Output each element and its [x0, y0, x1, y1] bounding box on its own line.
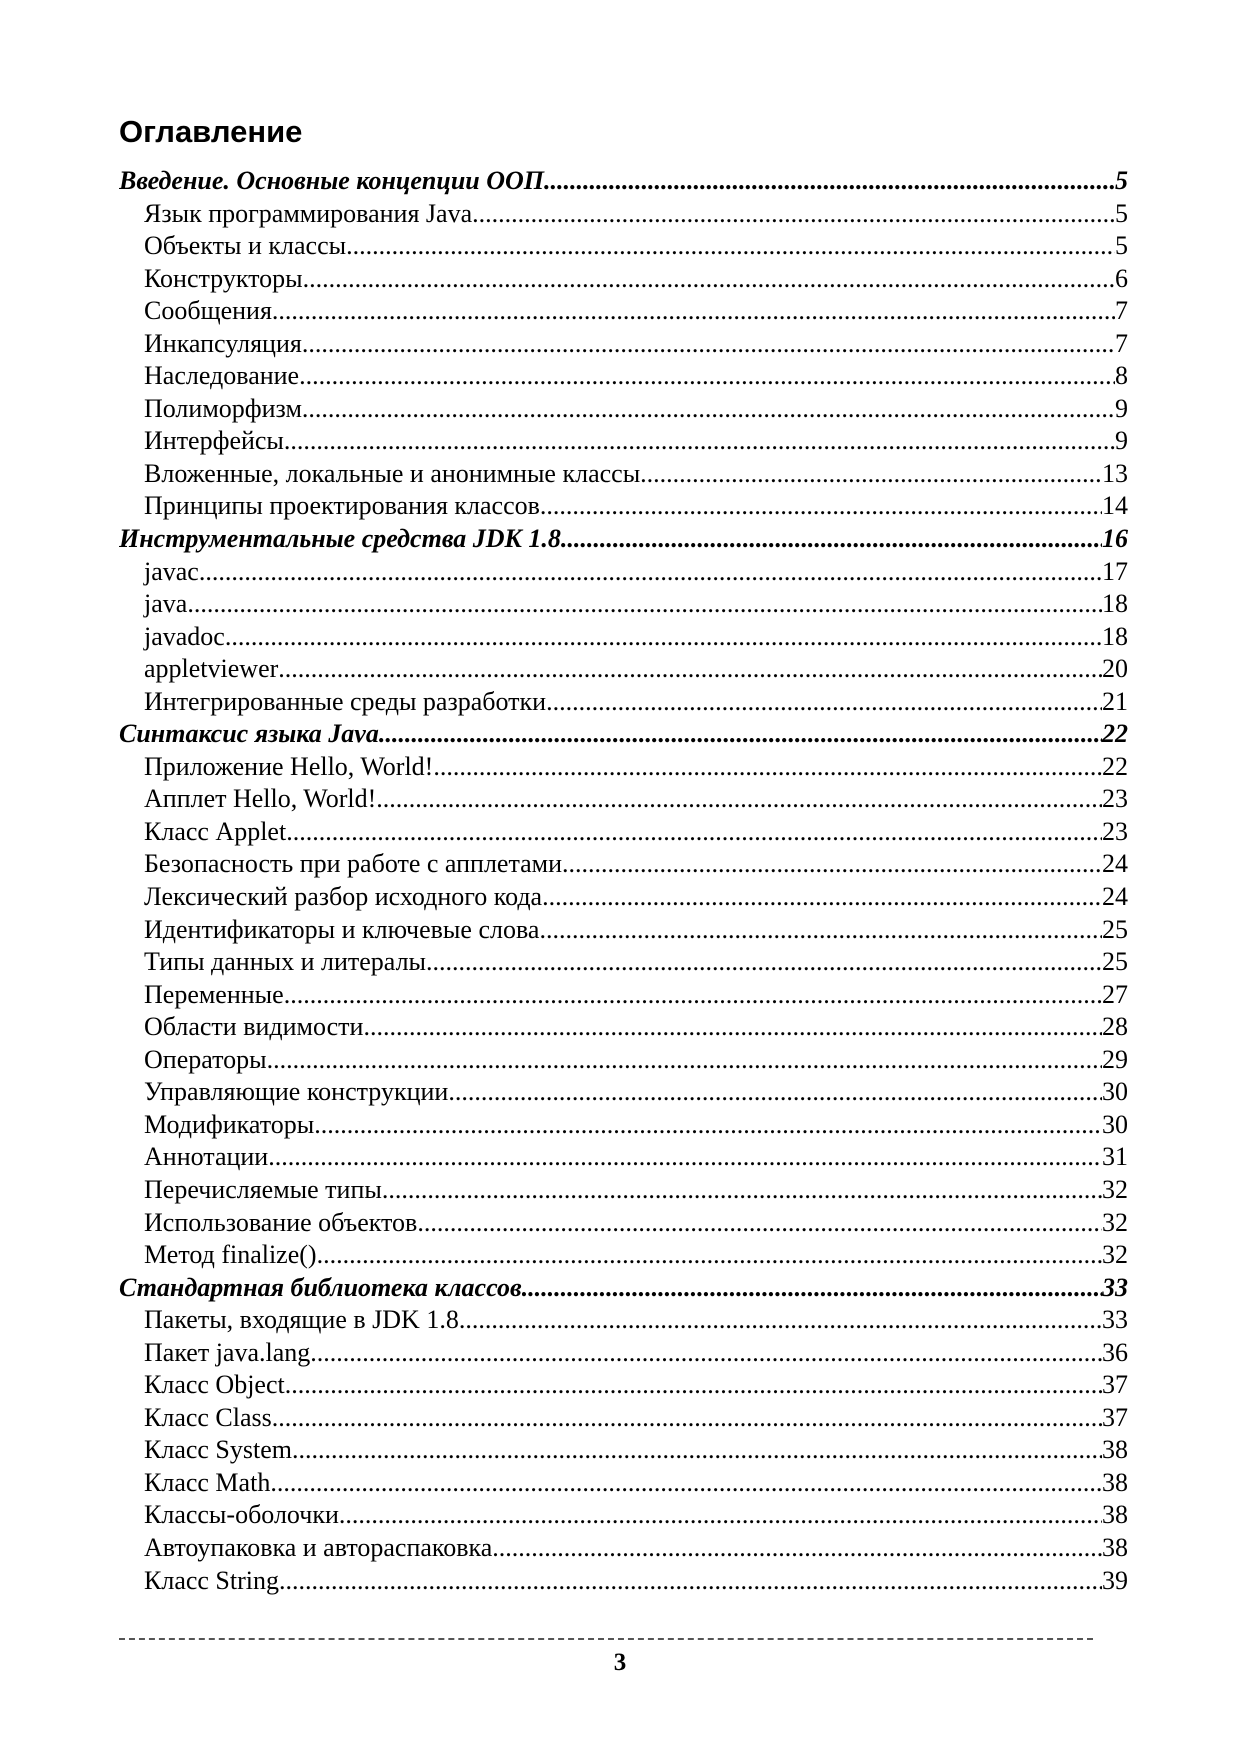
dot-leader: [284, 979, 1102, 1012]
toc-entry-title: Идентификаторы и ключевые слова: [144, 914, 540, 944]
toc-section-entry[interactable]: [119, 198, 1128, 231]
toc-entry-title: Операторы: [144, 1044, 267, 1074]
toc-entry-title: Инструментальные средства JDK 1.8: [119, 524, 561, 554]
toc-section-entry[interactable]: [119, 848, 1128, 881]
toc-entry-page: 33: [1102, 1272, 1128, 1302]
dot-leader: [376, 783, 1102, 816]
toc-entry-title: Аннотации: [144, 1142, 269, 1172]
toc-entry-page: 32: [1102, 1174, 1128, 1204]
toc-section-entry[interactable]: [119, 751, 1128, 784]
dot-leader: [472, 198, 1115, 231]
toc-entry-page: 20: [1102, 654, 1128, 684]
toc-section-entry[interactable]: [119, 1076, 1128, 1109]
toc-entry-title: Приложение Hello, World!: [144, 751, 434, 781]
dot-leader: [544, 165, 1115, 198]
toc-entry-title: Безопасность при работе с апплетами: [144, 849, 563, 879]
toc-section-entry[interactable]: [119, 360, 1128, 393]
toc-section-entry[interactable]: [119, 914, 1128, 947]
toc-entry-title: Синтаксис языка Java: [119, 719, 379, 749]
dot-leader: [225, 621, 1102, 654]
dot-leader: [540, 490, 1102, 523]
toc-entry-title: Класс Math: [144, 1467, 271, 1497]
toc-entry-page: 14: [1102, 491, 1128, 521]
toc-entry-page: 17: [1102, 556, 1128, 586]
toc-section-entry[interactable]: [119, 1207, 1128, 1240]
dot-leader: [292, 1434, 1102, 1467]
toc-entry-page: 23: [1102, 784, 1128, 814]
toc-section-entry[interactable]: [119, 1174, 1128, 1207]
toc-entry-page: 36: [1102, 1337, 1128, 1367]
toc-section-entry[interactable]: [119, 1434, 1128, 1467]
toc-entry-page: 5: [1115, 166, 1128, 195]
dot-leader: [302, 328, 1115, 361]
page-number: 3: [613, 1649, 627, 1676]
toc-section-entry[interactable]: [119, 979, 1128, 1012]
toc-entry-title: java: [144, 589, 188, 619]
toc-section-entry[interactable]: [119, 1402, 1128, 1435]
toc-entry-page: 18: [1102, 589, 1128, 619]
toc-entry-page: 5: [1115, 198, 1128, 228]
toc-entry-page: 24: [1102, 849, 1128, 879]
toc-entry-title: Вложенные, локальные и анонимные классы: [144, 458, 641, 488]
toc-entry-title: Лексический разбор исходного кода: [144, 882, 543, 912]
toc-section-entry[interactable]: [119, 1565, 1128, 1598]
toc-entry-page: 22: [1102, 719, 1128, 749]
toc-entry-title: Использование объектов: [144, 1207, 418, 1237]
toc-entry-page: 32: [1102, 1240, 1128, 1270]
toc-entry-title: javac: [144, 556, 199, 586]
toc-entry-page: 29: [1102, 1044, 1128, 1074]
dot-leader: [417, 1207, 1102, 1240]
toc-entry-page: 33: [1102, 1305, 1128, 1335]
dot-leader: [267, 1044, 1102, 1077]
dot-leader: [363, 1011, 1102, 1044]
toc-entry-page: 18: [1102, 621, 1128, 651]
toc-section-entry[interactable]: [119, 263, 1128, 296]
toc-section-entry[interactable]: [119, 1337, 1128, 1370]
toc-entry-page: 38: [1102, 1435, 1128, 1465]
dot-leader: [270, 1467, 1102, 1500]
toc-entry-title: Переменные: [144, 979, 284, 1009]
toc-section-entry[interactable]: [119, 588, 1128, 621]
toc-section-entry[interactable]: [119, 1109, 1128, 1142]
toc-entry-page: 9: [1115, 426, 1128, 456]
toc-entry-page: 38: [1102, 1467, 1128, 1497]
dot-leader: [317, 1239, 1102, 1272]
dot-leader: [286, 816, 1102, 849]
toc-entry-title: Полиморфизм: [144, 393, 302, 423]
toc-entry-page: 30: [1102, 1109, 1128, 1139]
toc-entry-page: 31: [1102, 1142, 1128, 1172]
dot-leader: [379, 718, 1102, 751]
toc-section-entry[interactable]: [119, 946, 1128, 979]
toc-section-entry[interactable]: [119, 458, 1128, 491]
toc-section-entry[interactable]: [119, 881, 1128, 914]
dot-leader: [279, 1565, 1102, 1598]
dot-leader: [278, 653, 1102, 686]
toc-entry-title: Класс Applet: [144, 816, 287, 846]
dot-leader: [187, 588, 1102, 621]
toc-section-entry[interactable]: [119, 295, 1128, 328]
toc-section-entry[interactable]: [119, 1467, 1128, 1500]
toc-entry-page: 9: [1115, 393, 1128, 423]
toc-entry-page: 28: [1102, 1012, 1128, 1042]
toc-section-entry[interactable]: [119, 783, 1128, 816]
toc-entry-title: Апплет Hello, World!: [144, 784, 377, 814]
toc-entry-page: 24: [1102, 882, 1128, 912]
dot-leader: [382, 1174, 1102, 1207]
toc-entry-title: Стандартная библиотека классов: [119, 1272, 522, 1302]
toc-entry-page: 8: [1115, 361, 1128, 391]
page-title: Оглавление: [119, 114, 303, 149]
toc-entry-page: 25: [1102, 914, 1128, 944]
toc-entry-title: Классы-оболочки: [144, 1500, 339, 1530]
dot-leader: [303, 263, 1115, 296]
toc-entry-page: 25: [1102, 947, 1128, 977]
toc-section-entry[interactable]: [119, 1044, 1128, 1077]
toc-entry-title: Метод finalize(): [144, 1240, 317, 1270]
toc-chapter-entry[interactable]: [119, 718, 1128, 751]
toc-section-entry[interactable]: [119, 1141, 1128, 1174]
dot-leader: [562, 848, 1102, 881]
toc-entry-title: Язык программирования Java: [144, 198, 473, 228]
toc-section-entry[interactable]: [119, 1499, 1128, 1532]
dot-leader: [299, 360, 1115, 393]
dot-leader: [542, 881, 1102, 914]
toc-entry-title: Объекты и классы: [144, 231, 347, 261]
toc-section-entry[interactable]: [119, 393, 1128, 426]
toc-section-entry[interactable]: [119, 556, 1128, 589]
toc-entry-title: Наследование: [144, 361, 300, 391]
toc-entry-page: 7: [1115, 296, 1128, 326]
toc-entry-title: Интерфейсы: [144, 426, 284, 456]
toc-chapter-entry[interactable]: [119, 1272, 1128, 1305]
toc-entry-page: 21: [1102, 686, 1128, 716]
toc-entry-title: Управляющие конструкции: [144, 1077, 449, 1107]
dot-leader: [314, 1109, 1102, 1142]
toc-entry-title: Типы данных и литералы: [144, 947, 427, 977]
dot-leader: [640, 458, 1102, 491]
toc-section-entry[interactable]: [119, 686, 1128, 719]
dot-leader: [284, 425, 1115, 458]
dot-leader: [285, 1369, 1102, 1402]
dot-leader: [302, 393, 1115, 426]
dot-leader: [561, 523, 1102, 556]
dot-leader: [426, 946, 1102, 979]
toc-entry-title: Класс Class: [144, 1402, 272, 1432]
toc-entry-title: Сообщения: [144, 296, 272, 326]
toc-section-entry[interactable]: [119, 653, 1128, 686]
toc-section-entry[interactable]: [119, 425, 1128, 458]
dot-leader: [199, 556, 1102, 589]
toc-entry-title: Введение. Основные концепции ООП: [119, 166, 545, 195]
toc-section-entry[interactable]: [119, 328, 1128, 361]
toc-chapter-entry[interactable]: [119, 165, 1128, 198]
toc-entry-title: Инкапсуляция: [144, 328, 302, 358]
toc-section-entry[interactable]: [119, 1369, 1128, 1402]
toc-entry-title: Автоупаковка и автораспаковка: [144, 1532, 493, 1562]
dot-leader: [546, 686, 1102, 719]
toc-section-entry[interactable]: [119, 1011, 1128, 1044]
toc-entry-page: 38: [1102, 1500, 1128, 1530]
toc-entry-title: javadoc: [144, 621, 225, 651]
toc-entry-page: 7: [1115, 328, 1128, 358]
toc-entry-title: appletviewer: [144, 654, 279, 684]
toc-entry-title: Интегрированные среды разработки: [144, 686, 547, 716]
toc-entry-page: 32: [1102, 1207, 1128, 1237]
toc-section-entry[interactable]: [119, 230, 1128, 263]
toc-entry-page: 23: [1102, 816, 1128, 846]
toc-entry-title: Пакет java.lang: [144, 1337, 311, 1367]
toc-entry-title: Области видимости: [144, 1012, 364, 1042]
toc-entry-title: Конструкторы: [144, 263, 303, 293]
footer-divider: [119, 1638, 1093, 1640]
toc-entry-title: Пакеты, входящие в JDK 1.8: [144, 1305, 459, 1335]
toc-entry-title: Перечисляемые типы: [144, 1174, 382, 1204]
table-of-contents: [119, 165, 1128, 1597]
toc-section-entry[interactable]: [119, 1304, 1128, 1337]
dot-leader: [272, 295, 1115, 328]
dot-leader: [433, 751, 1102, 784]
dot-leader: [310, 1337, 1102, 1370]
dot-leader: [268, 1141, 1102, 1174]
toc-entry-page: 39: [1102, 1565, 1128, 1595]
toc-entry-page: 38: [1102, 1532, 1128, 1562]
dot-leader: [339, 1499, 1102, 1532]
dot-leader: [272, 1402, 1102, 1435]
dot-leader: [448, 1076, 1102, 1109]
toc-entry-title: Принципы проектирования классов: [144, 491, 540, 521]
toc-entry-page: 37: [1102, 1370, 1128, 1400]
toc-entry-page: 30: [1102, 1077, 1128, 1107]
dot-leader: [539, 914, 1102, 947]
toc-entry-page: 5: [1115, 231, 1128, 261]
toc-entry-page: 6: [1115, 263, 1128, 293]
toc-section-entry[interactable]: [119, 490, 1128, 523]
dot-leader: [346, 230, 1115, 263]
dot-leader: [522, 1272, 1102, 1305]
dot-leader: [492, 1532, 1102, 1565]
toc-entry-title: Класс System: [144, 1435, 293, 1465]
toc-entry-page: 22: [1102, 751, 1128, 781]
toc-section-entry[interactable]: [119, 1239, 1128, 1272]
toc-entry-page: 27: [1102, 979, 1128, 1009]
dot-leader: [459, 1304, 1102, 1337]
toc-entry-title: Класс String: [144, 1565, 280, 1595]
toc-chapter-entry[interactable]: [119, 523, 1128, 556]
toc-entry-page: 16: [1102, 524, 1128, 554]
toc-section-entry[interactable]: [119, 621, 1128, 654]
toc-section-entry[interactable]: [119, 816, 1128, 849]
toc-entry-page: 37: [1102, 1402, 1128, 1432]
toc-entry-page: 13: [1102, 458, 1128, 488]
toc-section-entry[interactable]: [119, 1532, 1128, 1565]
toc-entry-title: Модификаторы: [144, 1109, 315, 1139]
toc-entry-title: Класс Object: [144, 1370, 285, 1400]
